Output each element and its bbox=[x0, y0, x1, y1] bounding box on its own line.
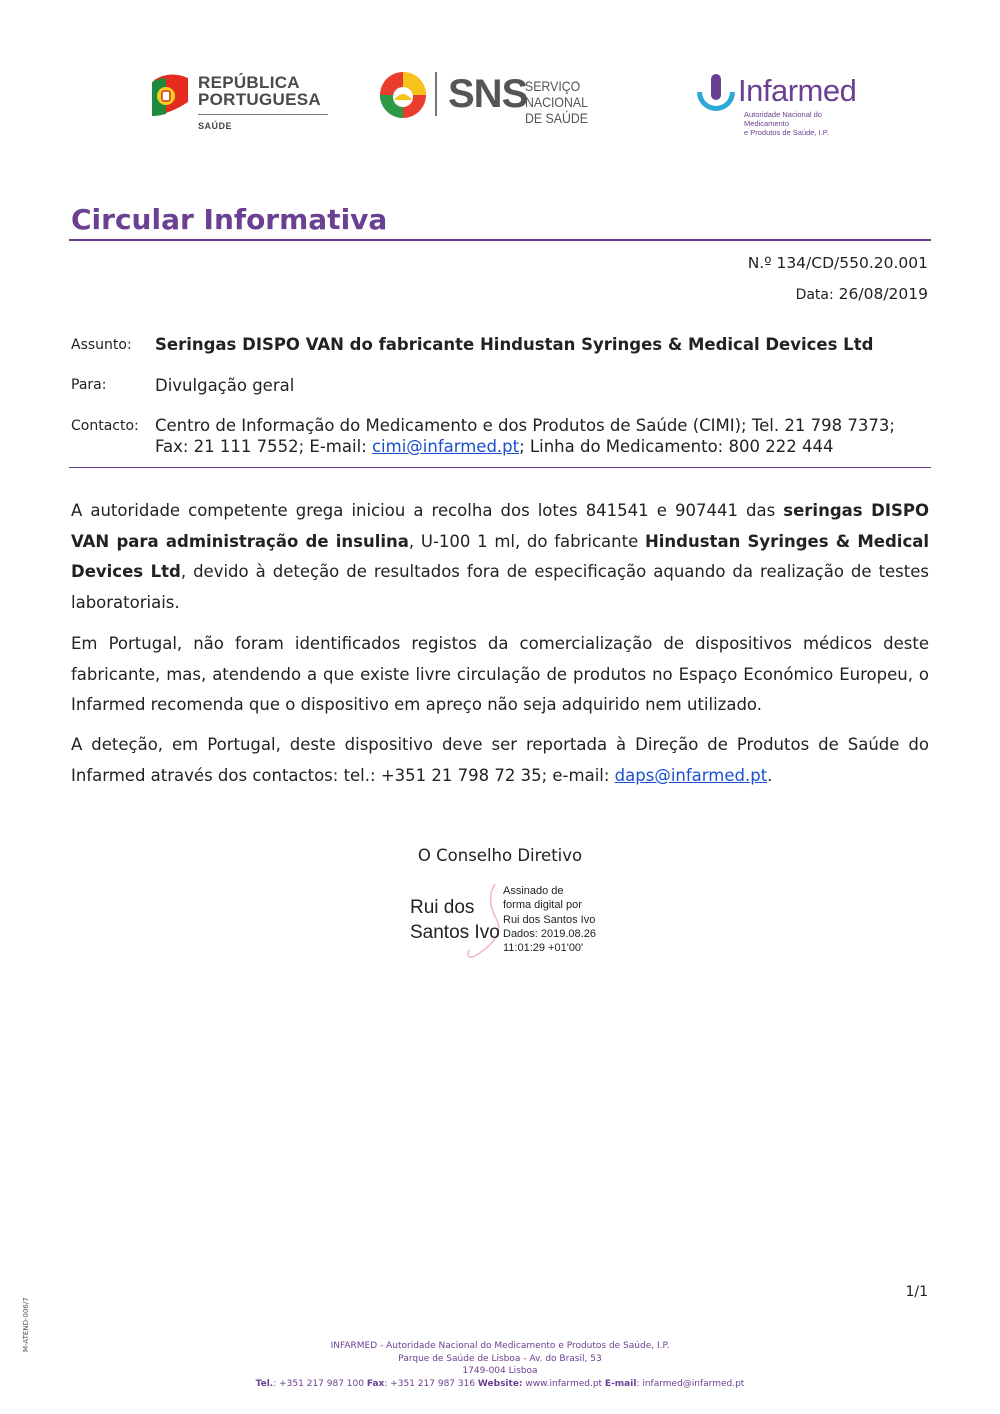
infarmed-tagline: Autoridade Nacional do Medicamento e Produtos de Saúde, I.P. bbox=[744, 110, 829, 137]
document-title: Circular Informativa bbox=[71, 203, 388, 236]
daps-email-link[interactable]: daps@infarmed.pt bbox=[614, 765, 768, 785]
form-code: M-ATEND-006/7 bbox=[22, 1297, 30, 1352]
recipient-label: Para: bbox=[71, 377, 107, 393]
republica-portuguesa-wordmark: REPÚBLICA PORTUGUESA bbox=[198, 73, 321, 109]
contact-line-1: Centro de Informação do Medicamento e dos Produtos de Saúde (CIMI); Tel. 21 798 7373; bbox=[155, 416, 895, 435]
sns-divider bbox=[435, 72, 437, 116]
sns-emblem-icon bbox=[378, 70, 428, 120]
footer bbox=[0, 1340, 1000, 1390]
footer-address: Parque de Saúde de Lisboa - Av. do Brasil, 53 bbox=[398, 1353, 602, 1364]
footer-org: INFARMED - Autoridade Nacional do Medicamento e Produtos de Saúde, I.P. bbox=[330, 1341, 670, 1351]
signatory-name: Rui dos Santos Ivo bbox=[410, 897, 500, 943]
page-number: 1/1 bbox=[905, 1284, 928, 1300]
signatory-organ: O Conselho Diretivo bbox=[417, 846, 583, 865]
reference-number: N.º 134/CD/550.20.001 bbox=[747, 254, 928, 272]
date-value: 26/08/2019 bbox=[838, 285, 928, 303]
sns-full-name: SERVIÇO NACIONAL DE SAÚDE bbox=[525, 78, 588, 126]
manufacturer-name: Hindustan Syringes & Medical Devices Ltd bbox=[71, 531, 930, 582]
sns-logo bbox=[378, 70, 653, 126]
logo-divider bbox=[198, 114, 328, 115]
paragraph-3: A deteção, em Portugal, deste dispositivo deve ser reportada à Direção de Produtos de Saúde do Infarmed através dos contactos: tel.: +351 21 798 72 35; e-mail: daps@infarmed.pt. bbox=[71, 735, 929, 785]
date-label: Data: bbox=[795, 287, 834, 303]
portugal-flag-icon bbox=[150, 72, 190, 120]
reference-date bbox=[796, 285, 928, 303]
title-underline bbox=[69, 239, 931, 241]
subject-label: Assunto: bbox=[71, 337, 132, 353]
recipient-value: Divulgação geral bbox=[155, 376, 295, 395]
contact-email-link[interactable]: cimi@infarmed.pt bbox=[371, 437, 520, 456]
infarmed-emblem-icon bbox=[694, 72, 738, 118]
infarmed-logo bbox=[694, 72, 869, 137]
contact-line-2: Fax: 21 111 7552; E-mail: cimi@infarmed.pt; Linha do Medicamento: 800 222 444 bbox=[155, 437, 834, 456]
contact-value bbox=[155, 415, 895, 457]
subject-value: Seringas DISPO VAN do fabricante Hindustan Syringes & Medical Devices Ltd bbox=[155, 335, 874, 354]
saude-label: SAÚDE bbox=[198, 121, 233, 131]
infarmed-wordmark: Infarmed bbox=[738, 73, 857, 108]
sns-abbreviation: SNS bbox=[448, 72, 528, 116]
header-divider bbox=[69, 467, 931, 468]
paragraph-2: Em Portugal, não foram identificados registos da comercialização de dispositivos médicos deste fabricante, mas, atendendo a que existe livre circulação de produtos no Espaço Económico Europeu, o Infarmed recomenda que o dispositivo em apreço não seja adquirido nem utilizado. bbox=[71, 634, 929, 715]
footer-postcode: 1749-004 Lisboa bbox=[462, 1366, 538, 1377]
product-name: seringas DISPO VAN para administração de insulina bbox=[71, 501, 929, 551]
republica-portuguesa-logo bbox=[150, 72, 335, 134]
footer-contacts: Tel.: +351 217 987 100 Fax: +351 217 987 316 Website: www.infarmed.pt E-mail: infarmed@infarmed.pt bbox=[255, 1378, 745, 1389]
paragraph-1: A autoridade competente grega iniciou a recolha dos lotes 841541 e 907441 das seringas DISPO VAN para administração de insulina, U-100 1 ml, do fabricante Hindustan Syringes & Medical Devices Ltd, devido à deteção de resultados fora de especificação aquando da realização de testes laboratoriais. bbox=[71, 501, 930, 613]
digital-signature-details: Assinado de forma digital por Rui dos Santos Ivo Dados: 2019.08.26 11:01:29 +01'00' bbox=[503, 885, 596, 955]
contact-label: Contacto: bbox=[71, 418, 139, 434]
